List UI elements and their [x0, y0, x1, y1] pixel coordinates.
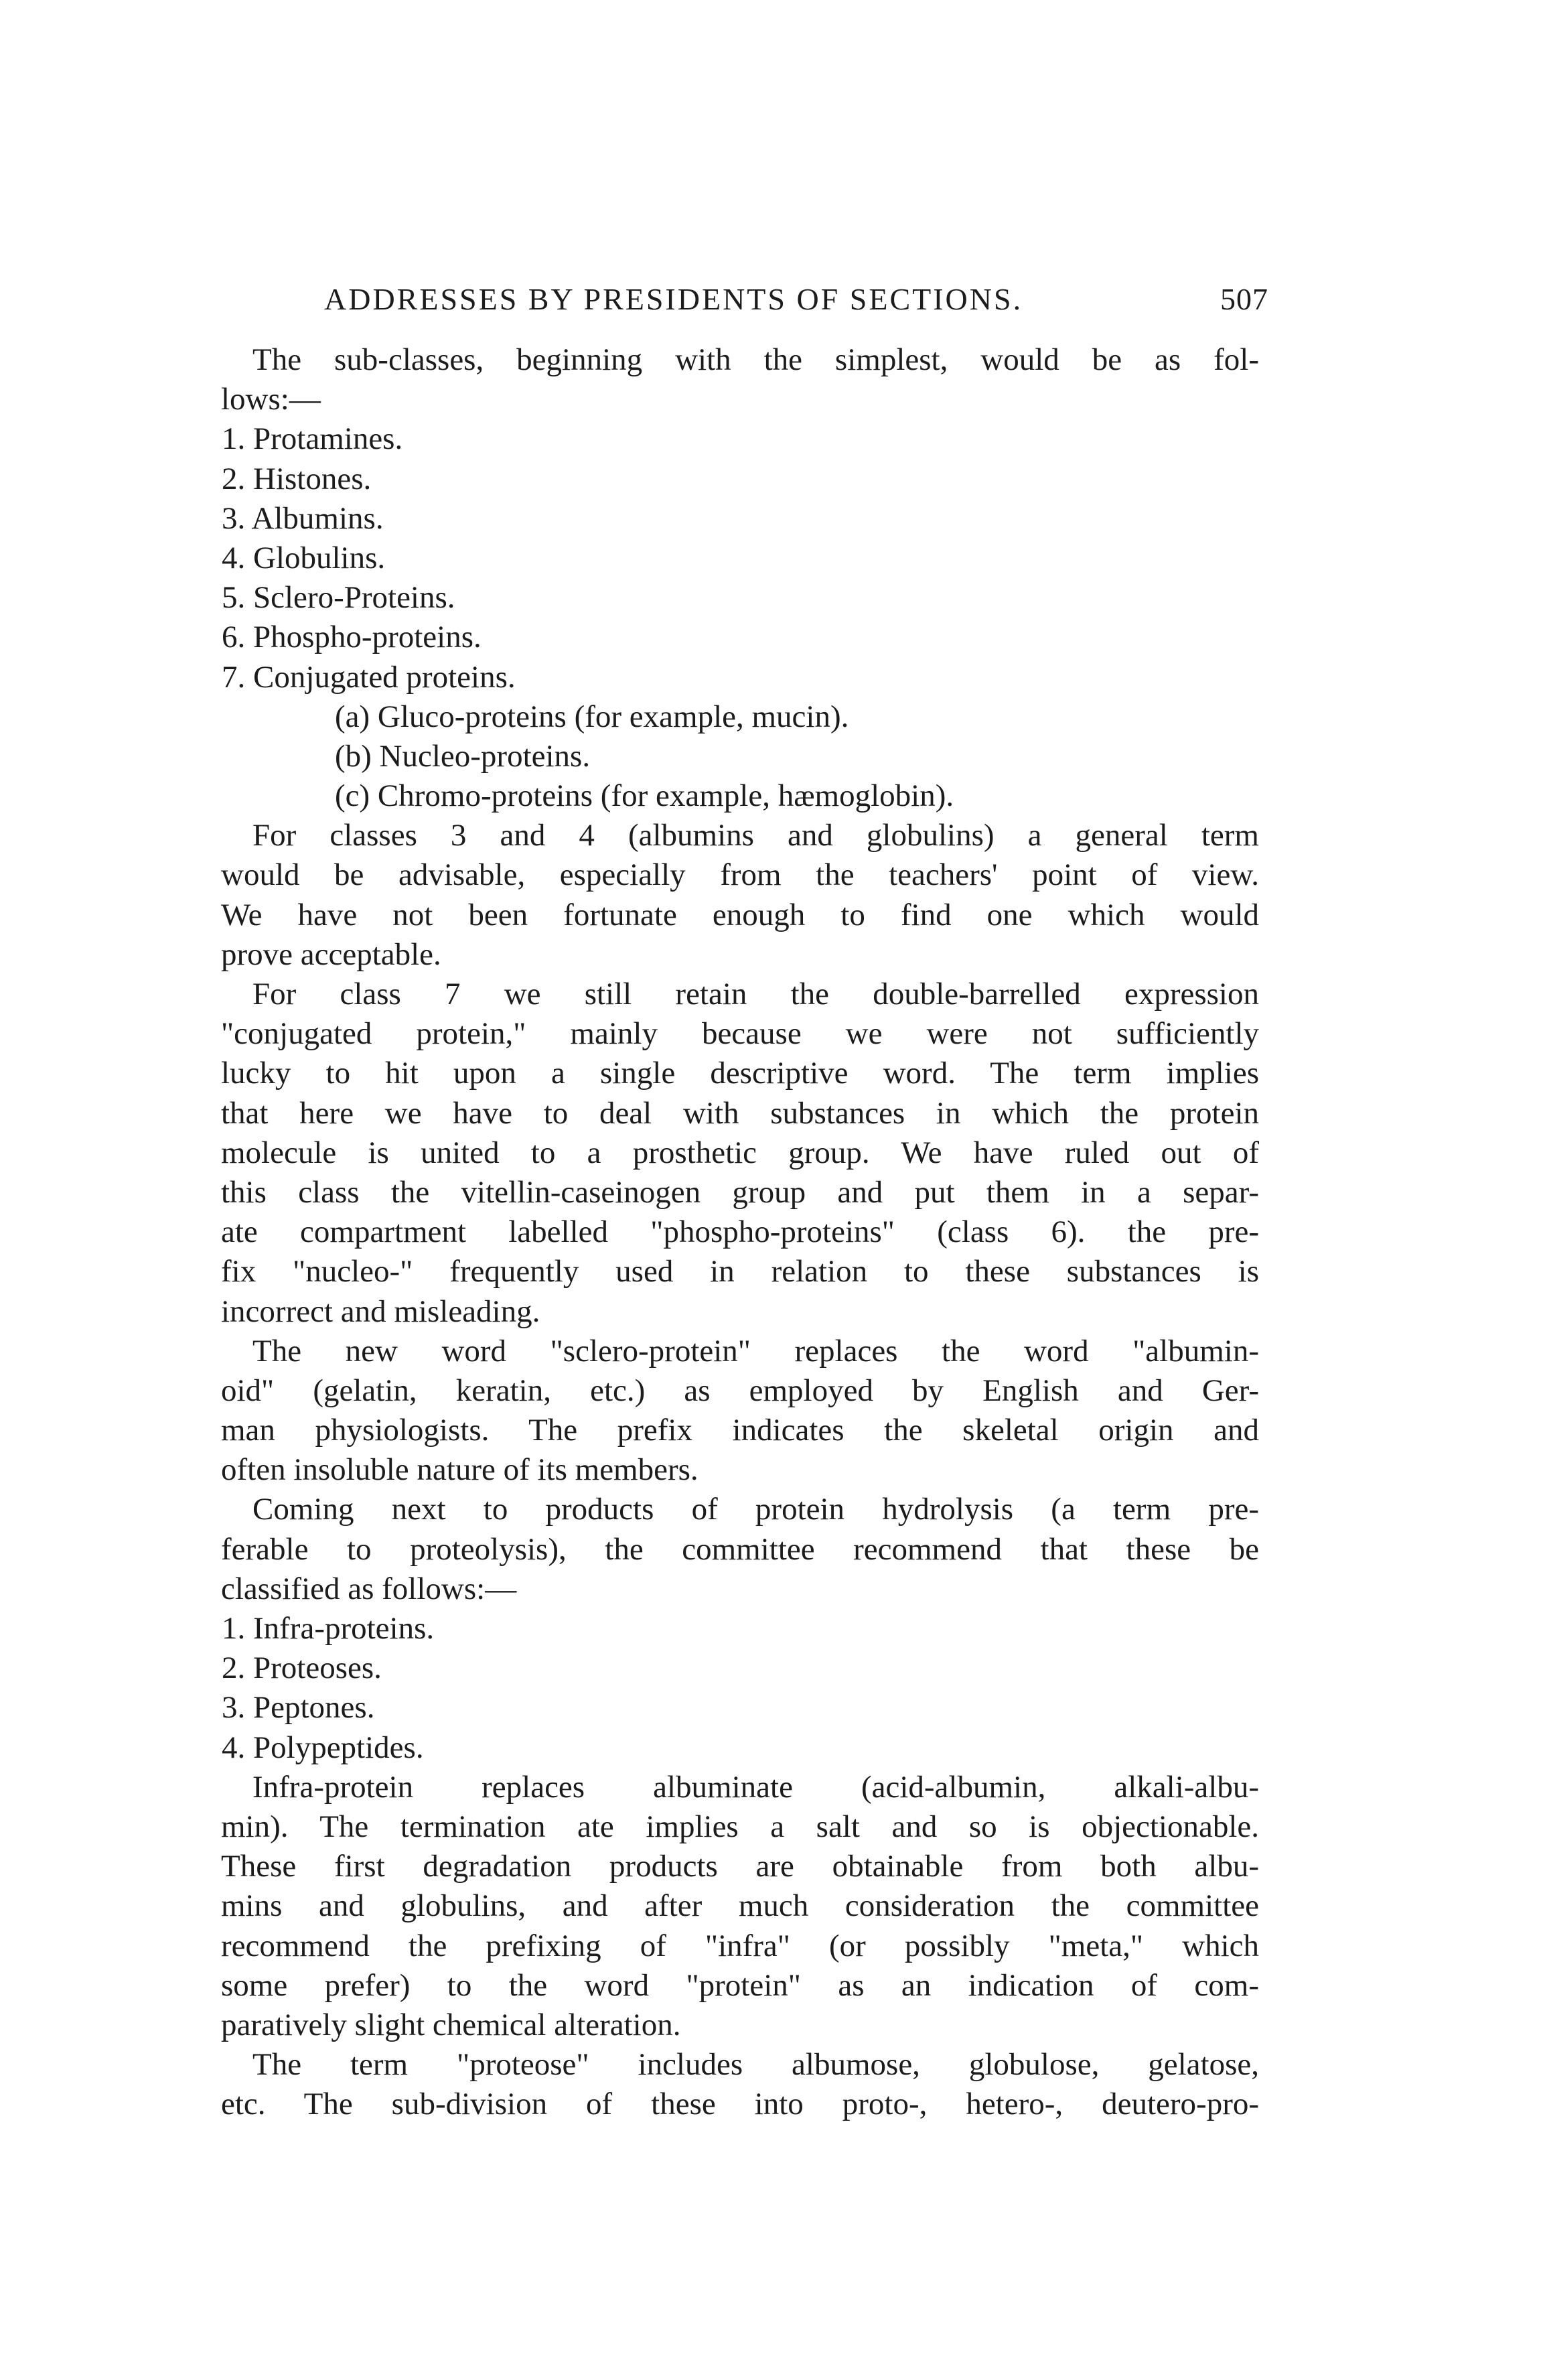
text-line: 6. Phospho-proteins.	[222, 620, 482, 655]
text-line: 4. Globulins.	[222, 540, 386, 575]
text-line: 4. Polypeptides.	[222, 1730, 424, 1765]
text-line: classified as follows:—	[221, 1571, 517, 1606]
text-line: 1. Infra-proteins.	[222, 1611, 435, 1646]
text-line: this class the vitellin-caseinogen group and put them in a separ-	[221, 1174, 1259, 1210]
text-line: would be advisable, especially from the teachers' point of view.	[221, 857, 1259, 893]
text-line: For classes 3 and 4 (albumins and globulins) a general term	[252, 818, 1259, 853]
text-line: (c) Chromo-proteins (for example, hæmoglobin).	[335, 778, 954, 814]
text-line: The term "proteose" includes albumose, globulose, gelatose,	[252, 2047, 1259, 2083]
text-line: We have not been fortunate enough to find one which would	[221, 897, 1259, 932]
text-line: 2. Histones.	[222, 461, 372, 496]
body-text	[221, 340, 1259, 2124]
text-line: lucky to hit upon a single descriptive word. The term implies	[221, 1056, 1259, 1091]
text-line: oid" (gelatin, keratin, etc.) as employed by English and Ger-	[221, 1373, 1259, 1408]
text-line: man physiologists. The prefix indicates the skeletal origin and	[221, 1413, 1259, 1448]
text-line: ate compartment labelled "phospho-proteins" (class 6). the pre-	[221, 1214, 1259, 1250]
text-line: often insoluble nature of its members.	[221, 1452, 698, 1488]
text-line: (b) Nucleo-proteins.	[335, 738, 591, 774]
text-line: For class 7 we still retain the double-barrelled expression	[252, 977, 1259, 1011]
text-line: molecule is united to a prosthetic group. We have ruled out of	[221, 1135, 1259, 1170]
text-line: ferable to proteolysis), the committee recommend that these be	[221, 1531, 1259, 1567]
text-line: 3. Peptones.	[222, 1690, 375, 1726]
text-line: Coming next to products of protein hydrolysis (a term pre-	[252, 1492, 1259, 1527]
text-line: etc. The sub-division of these into proto-, hetero-, deutero-pro-	[221, 2087, 1259, 2122]
text-line: fix "nucleo-" frequently used in relation to these substances is	[221, 1254, 1259, 1289]
text-line: "conjugated protein," mainly because we were not sufficiently	[221, 1016, 1259, 1052]
text-line: mins and globulins, and after much consideration the committee	[221, 1888, 1259, 1924]
text-line: paratively slight chemical alteration.	[221, 2007, 681, 2042]
text-line: 3. Albumins.	[222, 500, 384, 536]
running-header	[324, 281, 1268, 317]
text-line: that here we have to deal with substances in which the protein	[221, 1095, 1259, 1131]
text-line: The sub-classes, beginning with the simplest, would be as fol-	[252, 342, 1259, 377]
text-line: incorrect and misleading.	[221, 1293, 540, 1329]
text-line: lows:—	[221, 382, 321, 417]
text-line: These first degradation products are obtainable from both albu-	[221, 1849, 1259, 1884]
text-line: min). The termination ate implies a salt and so is objectionable.	[221, 1809, 1259, 1844]
text-line: Infra-protein replaces albuminate (acid-albumin, alkali-albu-	[252, 1769, 1259, 1805]
text-line: 5. Sclero-Proteins.	[222, 580, 455, 616]
text-line: recommend the prefixing of "infra" (or possibly "meta," which	[221, 1928, 1259, 1963]
page-number: 507	[1220, 282, 1268, 316]
text-line: (a) Gluco-proteins (for example, mucin).	[335, 699, 849, 734]
text-line: 7. Conjugated proteins.	[222, 659, 516, 695]
text-line: The new word "sclero-protein" replaces the word "albumin-	[252, 1333, 1259, 1369]
text-line: some prefer) to the word "protein" as an indication of com-	[221, 1967, 1259, 2003]
running-title: ADDRESSES BY PRESIDENTS OF SECTIONS.	[324, 282, 1023, 316]
text-line: 1. Protamines.	[222, 421, 403, 457]
text-line: prove acceptable.	[221, 936, 441, 972]
text-line: 2. Proteoses.	[222, 1651, 382, 1686]
